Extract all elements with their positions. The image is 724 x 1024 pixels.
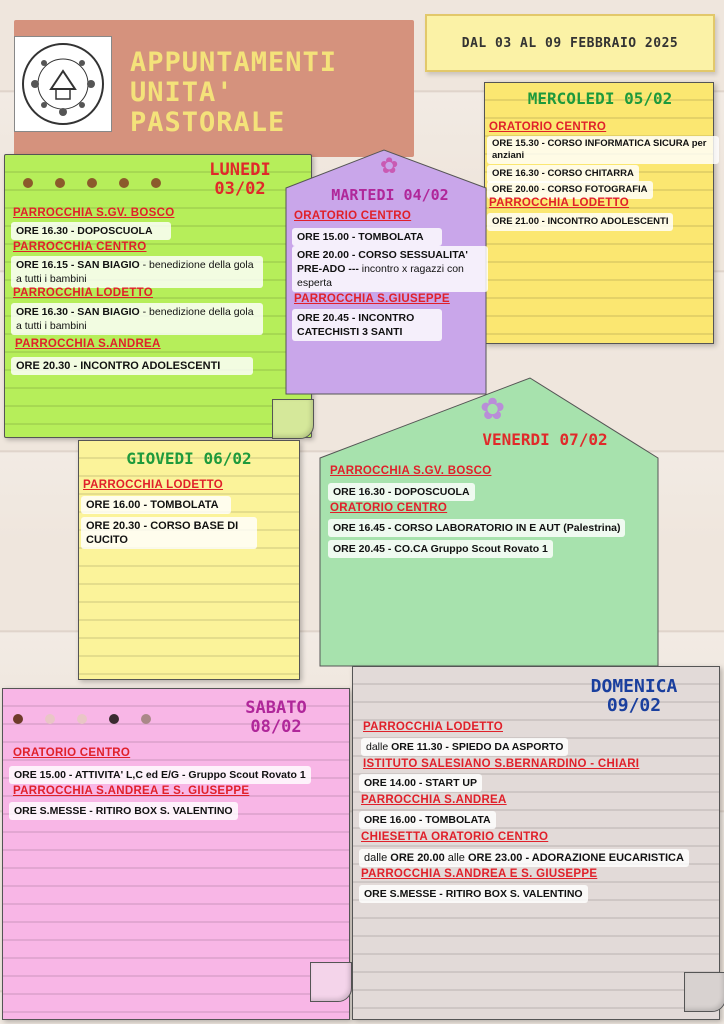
note-domenica	[352, 666, 720, 1020]
event-item: ORE 20.00 - CORSO SESSUALITA' PRE-ADO --- incontro x ragazzi con esperta	[292, 246, 488, 292]
event-item: ORE 20.30 - INCONTRO ADOLESCENTI	[11, 357, 253, 375]
event-item: ORE 15.30 - CORSO INFORMATICA SICURA per anziani	[487, 136, 719, 164]
section-title: ORATORIO CENTRO	[489, 121, 607, 133]
event-item: dalle ORE 20.00 alle ORE 23.00 - ADORAZIONE EUCARISTICA	[359, 849, 689, 867]
section-title: PARROCCHIA LODETTO	[489, 197, 629, 209]
day-title-sabato: SABATO 08/02	[245, 698, 307, 737]
event-item: ORE 15.00 - TOMBOLATA	[292, 228, 442, 246]
section-title: PARROCCHIA LODETTO	[83, 479, 223, 491]
event-item: ORE 20.45 - CO.CA Gruppo Scout Rovato 1	[328, 540, 553, 558]
event-item: ORE 16.15 - SAN BIAGIO - benedizione della gola a tutti i bambini	[11, 256, 263, 288]
event-item: ORE 16.00 - TOMBOLATA	[359, 811, 496, 829]
punch-holes	[23, 173, 183, 192]
section-title: ORATORIO CENTRO	[330, 502, 448, 514]
day-title-venerdi: VENERDI 07/02	[482, 430, 608, 449]
page-curl	[684, 972, 724, 1012]
page-title: APPUNTAMENTI UNITA' PASTORALE	[130, 47, 338, 138]
event-item: ORE 16.30 - DOPOSCUOLA	[11, 222, 171, 240]
section-title: CHIESETTA ORATORIO CENTRO	[361, 831, 549, 843]
event-item: ORE S.MESSE - RITIRO BOX S. VALENTINO	[9, 802, 238, 820]
note-lunedi	[4, 154, 312, 438]
page-curl	[272, 399, 314, 439]
event-item: ORE 16.30 - DOPOSCUOLA	[328, 483, 475, 501]
flower-icon: ✿	[480, 392, 506, 427]
punch-holes	[13, 709, 173, 728]
event-item: ORE 15.00 - ATTIVITA' L,C ed E/G - Gruppo Scout Rovato 1	[9, 766, 311, 784]
section-title: PARROCCHIA S.GV. BOSCO	[13, 207, 175, 219]
event-item: ORE 21.00 - INCONTRO ADOLESCENTI	[487, 213, 673, 231]
flower-icon: ✿	[380, 154, 399, 179]
page-curl	[310, 962, 352, 1002]
event-item: ORE 16.30 - SAN BIAGIO - benedizione della gola a tutti i bambini	[11, 303, 263, 335]
note-mercoledi	[484, 82, 714, 344]
note-sabato	[2, 688, 350, 1020]
day-title-giovedi: GIOVEDI 06/02	[126, 449, 252, 468]
section-title: PARROCCHIA LODETTO	[363, 721, 503, 733]
day-title-martedi: MARTEDI 04/02	[331, 186, 449, 204]
event-item: ORE S.MESSE - RITIRO BOX S. VALENTINO	[359, 885, 588, 903]
event-item: ORE 20.30 - CORSO BASE DI CUCITO	[81, 517, 257, 549]
day-title-domenica: DOMENICA 09/02	[590, 676, 678, 716]
event-item: ORE 16.00 - TOMBOLATA	[81, 496, 231, 514]
section-title: PARROCCHIA S.GIUSEPPE	[294, 293, 450, 305]
date-range-text: DAL 03 AL 09 FEBBRAIO 2025	[461, 35, 679, 51]
event-item: ORE 20.00 - CORSO FOTOGRAFIA	[487, 181, 653, 199]
section-title: PARROCCHIA S.ANDREA	[361, 794, 507, 806]
parish-logo	[14, 36, 112, 132]
section-title: PARROCCHIA S.GV. BOSCO	[330, 465, 492, 477]
section-title: ORATORIO CENTRO	[13, 747, 131, 759]
day-title-lunedi: LUNEDI 03/02	[209, 160, 271, 199]
event-item: ORE 20.45 - INCONTRO CATECHISTI 3 SANTI	[292, 309, 442, 341]
section-title: ISTITUTO SALESIANO S.BERNARDINO - CHIARI	[363, 758, 640, 770]
section-title: PARROCCHIA S.ANDREA E S. GIUSEPPE	[13, 785, 250, 797]
section-title: PARROCCHIA S.ANDREA	[15, 338, 161, 350]
section-title: PARROCCHIA CENTRO	[13, 241, 147, 253]
date-range-badge	[425, 14, 715, 72]
section-title: PARROCCHIA S.ANDREA E S. GIUSEPPE	[361, 868, 598, 880]
day-title-mercoledi: MERCOLEDI 05/02	[527, 89, 673, 108]
section-title: ORATORIO CENTRO	[294, 210, 412, 222]
event-item: ORE 16.30 - CORSO CHITARRA	[487, 165, 639, 183]
event-item: ORE 16.45 - CORSO LABORATORIO IN E AUT (Palestrina)	[328, 519, 625, 537]
event-item: ORE 14.00 - START UP	[359, 774, 482, 792]
event-item: dalle ORE 11.30 - SPIEDO DA ASPORTO	[361, 738, 568, 756]
logo-seal-icon	[20, 41, 106, 127]
section-title: PARROCCHIA LODETTO	[13, 287, 153, 299]
note-giovedi	[78, 440, 300, 680]
